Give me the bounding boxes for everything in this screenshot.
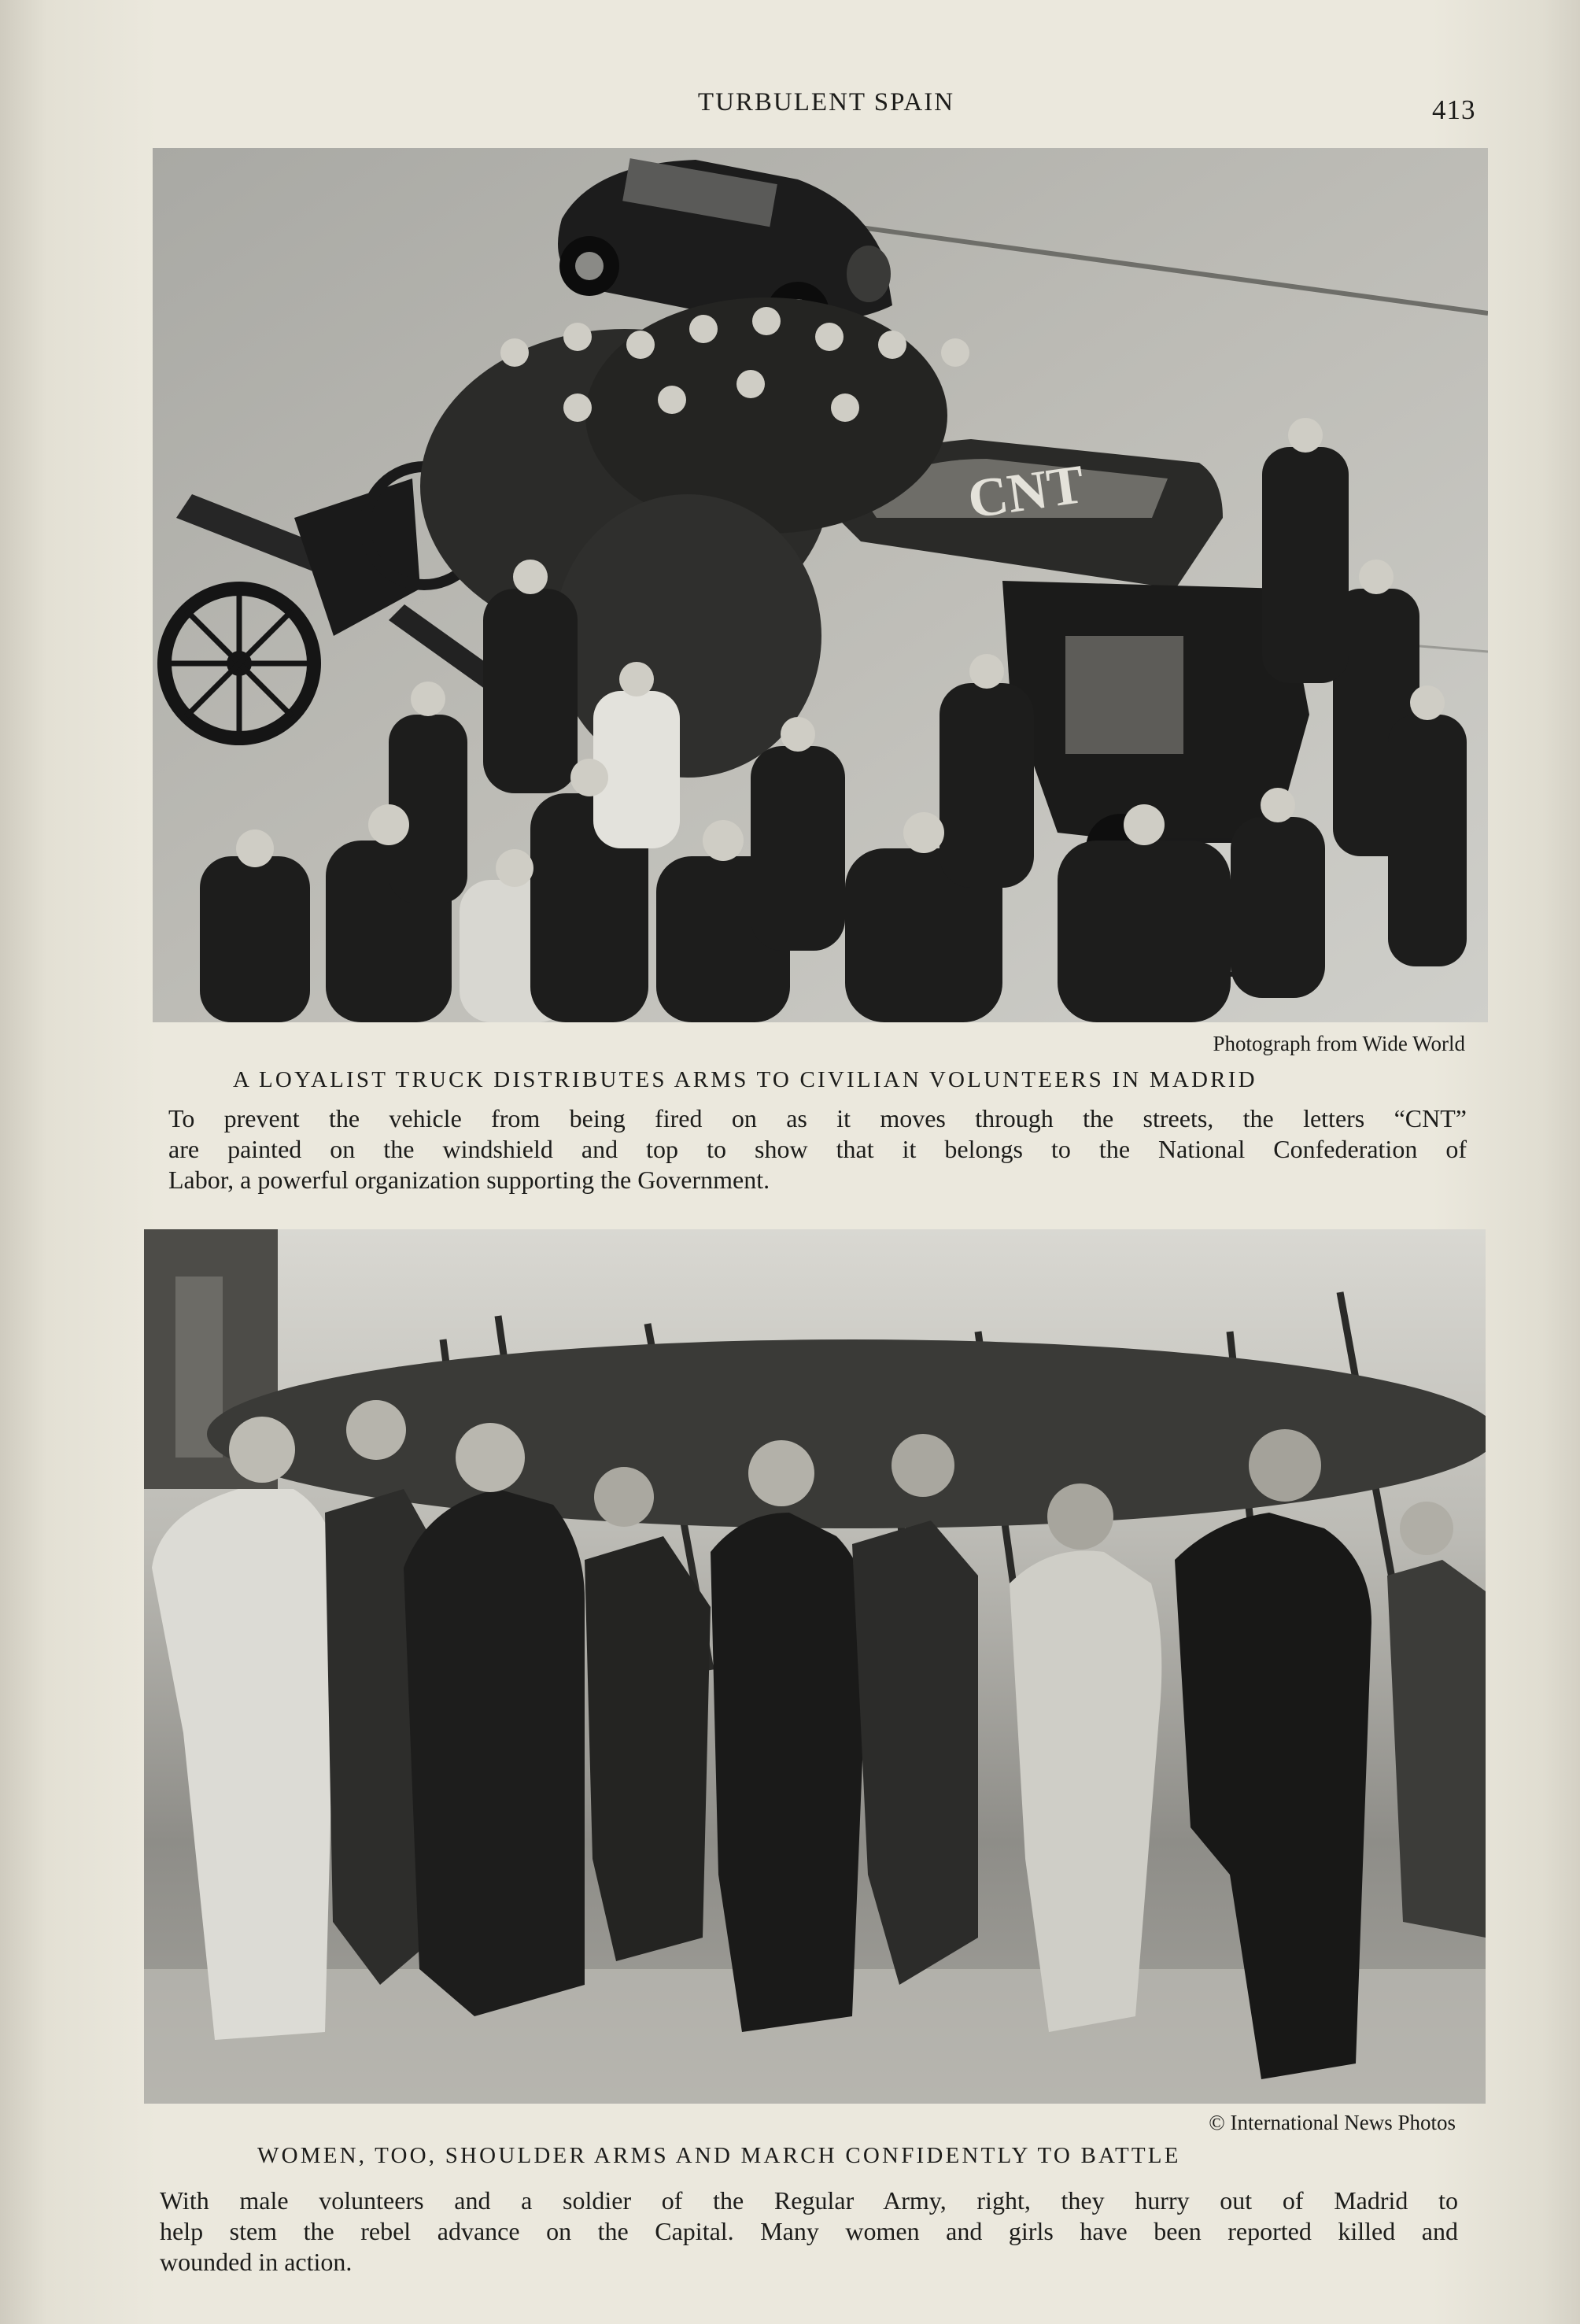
caption-line: To prevent the vehicle from being fired on as it moves through the streets, the letters “CNT” bbox=[168, 1104, 1467, 1132]
caption-line: With male volunteers and a soldier of the Regular Army, right, they hurry out of Madrid to bbox=[160, 2186, 1458, 2215]
caption-title-bottom: WOMEN, TOO, SHOULDER ARMS AND MARCH CONFIDENTLY TO BATTLE bbox=[257, 2143, 1181, 2168]
photo-march-illustration bbox=[144, 1229, 1486, 2104]
caption-body-bottom bbox=[160, 2185, 1458, 2278]
photo-credit-bottom: © International News Photos bbox=[1209, 2111, 1456, 2134]
photo-truck-illustration bbox=[153, 148, 1488, 1022]
caption-line: wounded in action. bbox=[160, 2248, 353, 2276]
caption-title-top: A LOYALIST TRUCK DISTRIBUTES ARMS TO CIVILIAN VOLUNTEERS IN MADRID bbox=[233, 1067, 1257, 1092]
running-head: TURBULENT SPAIN bbox=[697, 88, 955, 116]
photo-credit-top: Photograph from Wide World bbox=[1213, 1032, 1465, 1055]
caption-body-top bbox=[168, 1103, 1467, 1195]
photo-loyalist-truck bbox=[153, 148, 1488, 1022]
page-number: 413 bbox=[1432, 94, 1476, 125]
caption-line: help stem the rebel advance on the Capital. Many women and girls have been reported killed and bbox=[160, 2217, 1458, 2245]
caption-line: are painted on the windshield and top to show that it belongs to the National Confederation of bbox=[168, 1135, 1467, 1163]
caption-line: Labor, a powerful organization supporting the Government. bbox=[168, 1166, 770, 1194]
photo-marching-volunteers bbox=[144, 1229, 1486, 2104]
truck-lettering: CNT bbox=[964, 454, 1088, 530]
